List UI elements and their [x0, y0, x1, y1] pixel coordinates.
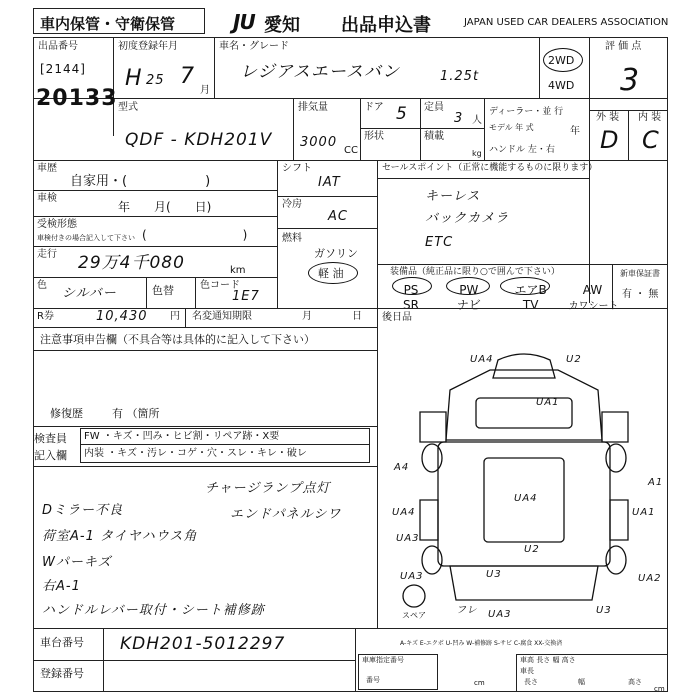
damage-mark-5: UA4 — [514, 493, 538, 504]
damage-mark-3: UA1 — [536, 397, 560, 408]
repair-value: 有 （箇所 — [112, 407, 160, 420]
exterior-value: D — [600, 126, 620, 154]
brand-name: 愛知 — [264, 15, 300, 36]
lot-bracket: [2144] — [40, 62, 86, 76]
garage-sub: 番号 — [366, 676, 380, 684]
drive-2wd: 2WD — [548, 54, 575, 67]
equip-aw: AW — [582, 283, 603, 297]
load-unit: kg — [472, 149, 482, 158]
interior-label: 内 装 — [638, 112, 662, 123]
score-value: 3 — [620, 63, 641, 98]
chassis-label: 車台番号 — [40, 636, 84, 649]
exterior-label: 外 装 — [596, 112, 620, 123]
chassis-value: KDH201-5012297 — [120, 634, 286, 654]
first-reg-label: 初度登録年月 — [118, 41, 178, 52]
model-value: QDF - KDH201V — [125, 130, 273, 150]
handle-label: ハンドル 左・右 — [489, 145, 555, 155]
damage-legend: A-キズ E-エクボ U-凹み W-補修跡 S-サビ C-腐食 XX-交換済 — [400, 640, 563, 647]
score-label: 評 価 点 — [605, 41, 642, 52]
year-unit: 年 — [570, 126, 580, 137]
drive-4wd: 4WD — [548, 79, 575, 92]
damage-mark-4: A4 — [394, 462, 410, 473]
size-width: 幅 — [578, 678, 585, 686]
receipt-value: ( ) — [142, 228, 248, 242]
equip-leather: カワシート — [568, 301, 619, 312]
damage-mark-7: UA3 — [396, 533, 420, 544]
capacity-value: 3 — [454, 111, 464, 126]
note-cargo: 荷室A-1 タイヤハウス角 — [42, 529, 198, 544]
reg-year: 25 — [146, 73, 165, 88]
garage-unit: cm — [474, 679, 485, 687]
shift-value: IAT — [318, 175, 341, 190]
car-grade: 1.25t — [440, 69, 480, 84]
color-change-label: 色替 — [152, 284, 174, 297]
equipment-row-2 — [385, 296, 622, 313]
sales-point-1: キーレス — [425, 189, 481, 204]
reg-month-unit: 月 — [200, 85, 210, 96]
car-name-label: 車名・グレード — [219, 41, 289, 52]
reg-month: 7 — [180, 64, 195, 89]
mileage-unit: km — [230, 265, 246, 276]
lot-number: 20133 — [36, 86, 118, 111]
association-name: JAPAN USED CAR DEALERS ASSOCIATION — [464, 17, 669, 28]
airbag-circle — [500, 277, 550, 295]
damage-mark-6: UA4 — [392, 507, 416, 518]
form-title: 出品申込書 — [341, 15, 431, 36]
deadline-day: 日 — [352, 311, 362, 322]
capacity-unit: 人 — [472, 115, 482, 126]
capacity-label: 定員 — [424, 102, 444, 113]
fuel-gas: ガソリン — [314, 247, 358, 260]
color-label: 色 — [37, 280, 47, 291]
equip-ps: PS — [403, 283, 419, 297]
receipt-label: 受検形態 — [37, 219, 77, 230]
model-year-label: モデル 年 式 — [489, 123, 534, 132]
load-label: 積載 — [424, 131, 444, 142]
model-label: 型式 — [118, 102, 138, 113]
damage-mark-13: UA2 — [638, 573, 662, 584]
storage-note: 車内保管・守衛保管 — [40, 15, 176, 33]
history-value: 自家用・( ) — [70, 174, 211, 189]
registration-label: 登録番号 — [40, 667, 84, 680]
storage-note-box — [33, 8, 205, 34]
damage-mark-11: A1 — [648, 477, 664, 488]
vehicle-damage-diagram — [380, 330, 668, 628]
damage-mark-10: U3 — [486, 569, 502, 580]
lot-number-label: 出品番号 — [38, 41, 78, 52]
size-label: 車高 長さ 幅 高さ — [520, 656, 576, 664]
inspection-label: 車検 — [37, 193, 57, 204]
damage-mark-8: U2 — [524, 544, 540, 555]
doors-label: ドア — [364, 102, 384, 113]
inspector-entry-label: 記入欄 — [34, 449, 67, 462]
ac-label: 冷房 — [282, 199, 302, 210]
color-value: シルバー — [62, 286, 117, 301]
damage-mark-15: U3 — [596, 605, 612, 616]
equipment-label: 装備品（純正品に限り○で囲んで下さい） — [390, 267, 560, 277]
new-car-warranty-value: 有 ・ 無 — [622, 289, 659, 300]
damage-mark-14: UA3 — [488, 609, 512, 620]
sales-point-label: セールスポイント（正常に機能するものに限ります） — [382, 163, 598, 173]
size-length: 長さ — [524, 678, 538, 686]
equip-airbag: エアB — [514, 283, 547, 297]
color-code-label: 色コード — [200, 280, 240, 291]
dealer-label: ディーラー・並 行 — [489, 107, 564, 117]
repair-label: 修復歴 — [50, 407, 83, 420]
fw-checklist: FW ・キズ・凹み・ヒビ割・リペア跡・X要 — [84, 431, 280, 442]
ps-circle — [392, 277, 432, 295]
shift-label: シフト — [282, 163, 312, 174]
deadline-label: 名変通知期限 — [192, 311, 252, 322]
car-name: レジアスエースバン — [240, 62, 401, 82]
damage-mark-9: UA3 — [400, 571, 424, 582]
note-d-mirror: Dミラー不良 — [42, 503, 124, 518]
receipt-note: 車検付きの場合記入して下さい — [37, 234, 135, 242]
size-height: 高さ — [628, 678, 642, 686]
damage-mark-2: U2 — [566, 354, 582, 365]
note-handle-lever: ハンドルレバー取付・シート補修跡 — [42, 603, 265, 618]
logo-mark: JU — [233, 10, 255, 34]
displacement-label: 排気量 — [298, 102, 328, 113]
note-charge-lamp: チャージランプ点灯 — [205, 481, 331, 496]
equip-sr: SR — [403, 298, 419, 312]
sales-point-3: ETC — [425, 235, 454, 250]
size-unit: cm — [654, 685, 665, 693]
fuel-diesel: 軽 油 — [318, 267, 344, 280]
damage-mark-1: UA4 — [470, 354, 494, 365]
ju-logo — [233, 10, 255, 34]
damage-mark-12: UA1 — [632, 507, 656, 518]
recycle-value: 10,430 — [96, 309, 148, 324]
equip-navi: ナビ — [456, 298, 481, 312]
size-label-2: 車長 — [520, 667, 534, 675]
fl-label: フレ — [456, 605, 478, 616]
note-right-a1: 右A-1 — [42, 579, 81, 594]
sales-point-2: バックカメラ — [425, 211, 510, 226]
inspector-label: 検査員 — [34, 432, 67, 445]
mileage-value: 29万4千080 — [78, 253, 185, 273]
interior-value: C — [642, 126, 660, 154]
reg-era: H — [125, 66, 143, 91]
later-delivery-label: 後日品 — [382, 312, 412, 323]
equip-tv: TV — [522, 298, 539, 312]
new-car-warranty-label: 新車保証書 — [620, 269, 660, 278]
ac-value: AC — [328, 209, 348, 224]
displacement-unit: CC — [344, 145, 358, 156]
doors-value: 5 — [396, 104, 408, 124]
color-code-value: 1E7 — [232, 289, 260, 304]
recycle-unit: 円 — [170, 311, 180, 322]
notes-label: 注意事項申告欄（不具合等は具体的に記入して下さい） — [40, 333, 315, 346]
interior-checklist: 内装 ・キズ・汚レ・コゲ・穴・スレ・キレ・破レ — [84, 448, 307, 459]
spare-label: スペア — [402, 611, 426, 620]
note-end-panel: エンドパネルシワ — [230, 507, 342, 522]
pw-circle — [446, 277, 490, 295]
shape-label: 形状 — [364, 131, 384, 142]
displacement-value: 3000 — [300, 135, 338, 150]
note-wiper: Wパーキズ — [42, 555, 112, 570]
recycle-label: R券 — [37, 311, 54, 322]
equip-pw: PW — [459, 283, 479, 297]
inspection-value: 年 月( 日) — [118, 200, 212, 214]
mileage-label: 走行 — [37, 249, 57, 260]
fuel-label: 燃料 — [282, 233, 302, 244]
deadline-month: 月 — [302, 311, 312, 322]
history-label: 車歴 — [37, 163, 57, 174]
garage-label: 車庫指定番号 — [362, 656, 404, 664]
